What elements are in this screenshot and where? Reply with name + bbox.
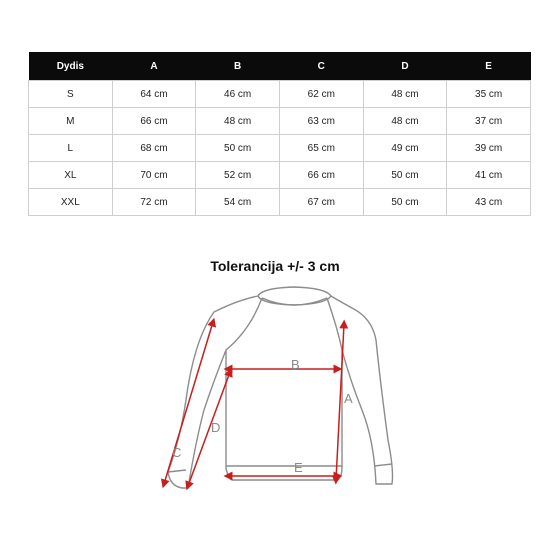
header-d: D	[363, 52, 447, 81]
size-chart-table	[28, 52, 531, 216]
value-cell: 67 cm	[279, 189, 363, 216]
size-cell: S	[29, 81, 113, 108]
value-cell: 35 cm	[447, 81, 531, 108]
value-cell: 46 cm	[196, 81, 280, 108]
arrow-a	[336, 324, 344, 480]
arrow-d	[188, 372, 230, 486]
value-cell: 72 cm	[112, 189, 196, 216]
header-dydis: Dydis	[29, 52, 113, 81]
header-a: A	[112, 52, 196, 81]
value-cell: 48 cm	[196, 108, 280, 135]
measurement-arrows	[164, 322, 344, 486]
table-row	[29, 81, 531, 108]
value-cell: 63 cm	[279, 108, 363, 135]
value-cell: 65 cm	[279, 135, 363, 162]
sweater-outline	[168, 287, 393, 488]
value-cell: 70 cm	[112, 162, 196, 189]
value-cell: 37 cm	[447, 108, 531, 135]
size-cell: M	[29, 108, 113, 135]
header-e: E	[447, 52, 531, 81]
value-cell: 64 cm	[112, 81, 196, 108]
table-row	[29, 108, 531, 135]
value-cell: 43 cm	[447, 189, 531, 216]
value-cell: 62 cm	[279, 81, 363, 108]
table-row	[29, 135, 531, 162]
label-c: C	[172, 445, 182, 460]
label-b: B	[291, 357, 300, 372]
table-row	[29, 162, 531, 189]
value-cell: 52 cm	[196, 162, 280, 189]
value-cell: 66 cm	[279, 162, 363, 189]
value-cell: 50 cm	[363, 189, 447, 216]
header-c: C	[279, 52, 363, 81]
header-b: B	[196, 52, 280, 81]
value-cell: 49 cm	[363, 135, 447, 162]
table-header-row	[29, 52, 531, 81]
value-cell: 39 cm	[447, 135, 531, 162]
value-cell: 41 cm	[447, 162, 531, 189]
label-a: A	[344, 391, 353, 406]
value-cell: 68 cm	[112, 135, 196, 162]
value-cell: 66 cm	[112, 108, 196, 135]
table-row	[29, 189, 531, 216]
label-e: E	[294, 460, 303, 475]
size-cell: XXL	[29, 189, 113, 216]
tolerance-title: Tolerancija +/- 3 cm	[210, 258, 340, 274]
value-cell: 48 cm	[363, 108, 447, 135]
value-cell: 50 cm	[363, 162, 447, 189]
label-d: D	[211, 420, 221, 435]
garment-measurement-diagram	[150, 280, 420, 500]
value-cell: 50 cm	[196, 135, 280, 162]
value-cell: 48 cm	[363, 81, 447, 108]
size-cell: XL	[29, 162, 113, 189]
size-cell: L	[29, 135, 113, 162]
value-cell: 54 cm	[196, 189, 280, 216]
